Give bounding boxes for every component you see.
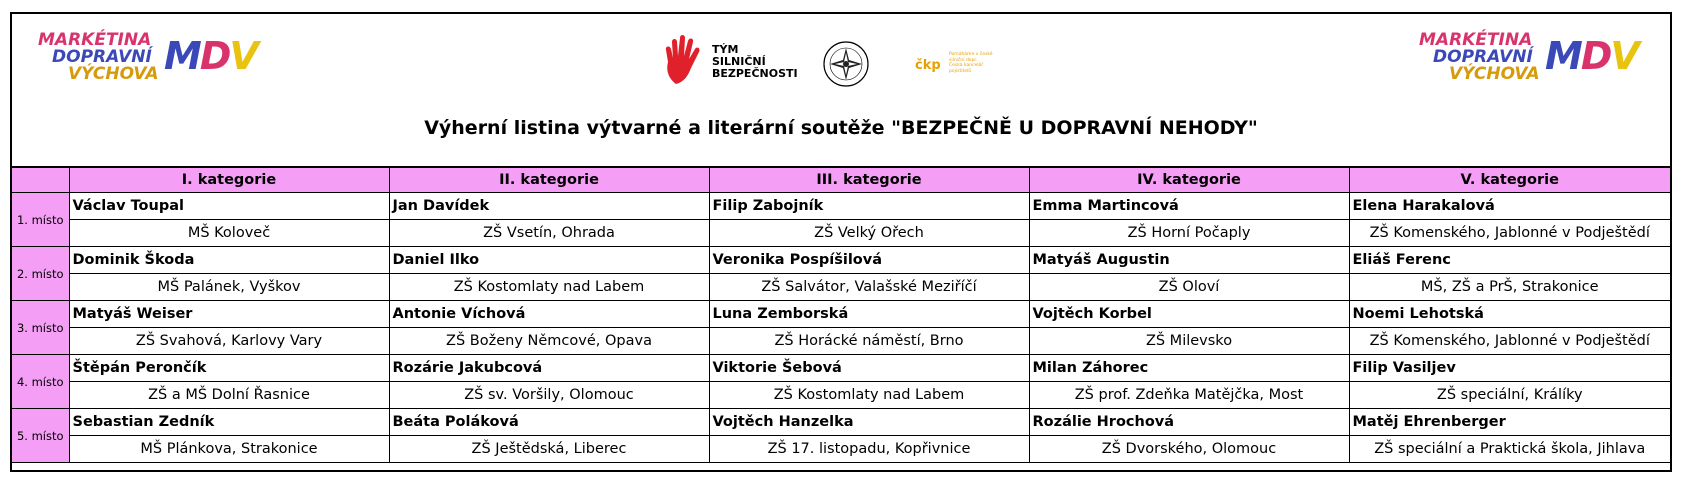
ckp-small-line: silniční dopr. <box>949 57 978 63</box>
table-row-schools <box>12 436 1670 463</box>
winner-name: Matěj Ehrenberger <box>1349 409 1670 436</box>
winner-school: ZŠ Komenského, Jablonné v Podještědí <box>1349 328 1670 355</box>
winner-name: Eliáš Ferenc <box>1349 247 1670 274</box>
winner-name: Milan Záhorec <box>1029 355 1349 382</box>
winner-school: ZŠ Vsetín, Ohrada <box>389 220 709 247</box>
winner-school: MŠ, ZŠ a PrŠ, Strakonice <box>1349 274 1670 301</box>
place-label: 4. místo <box>12 355 69 409</box>
header-category-1: I. kategorie <box>69 167 389 193</box>
winner-school: ZŠ Kostomlaty nad Labem <box>389 274 709 301</box>
table-corner-cell <box>12 167 69 193</box>
table-row-schools <box>12 220 1670 247</box>
place-label: 3. místo <box>12 301 69 355</box>
winner-name: Filip Vasiljev <box>1349 355 1670 382</box>
winner-school: ZŠ Oloví <box>1029 274 1349 301</box>
winner-name: Vojtěch Hanzelka <box>709 409 1029 436</box>
ckp-main-text: čkp <box>915 58 941 73</box>
table-row-names <box>12 301 1670 328</box>
winner-school: ZŠ Salvátor, Valašské Meziříčí <box>709 274 1029 301</box>
winner-school: MŠ Plánkova, Strakonice <box>69 436 389 463</box>
winner-school: ZŠ Dvorského, Olomouc <box>1029 436 1349 463</box>
table-header-row <box>12 167 1670 193</box>
tym-line1: TÝM <box>712 43 739 56</box>
winner-school: ZŠ speciální, Králíky <box>1349 382 1670 409</box>
winner-name: Štěpán Perončík <box>69 355 389 382</box>
results-sheet <box>10 12 1672 472</box>
winner-name: Viktorie Šebová <box>709 355 1029 382</box>
ckp-small-line: Česká kancelář <box>949 63 984 68</box>
mdv-logo-left <box>38 32 263 92</box>
place-label: 5. místo <box>12 409 69 463</box>
mdv-monogram: MDV <box>164 34 257 78</box>
place-label: 1. místo <box>12 193 69 247</box>
winner-name: Filip Zabojník <box>709 193 1029 220</box>
header-category-5: V. kategorie <box>1349 167 1670 193</box>
winner-name: Noemi Lehotská <box>1349 301 1670 328</box>
header-category-2: II. kategorie <box>389 167 709 193</box>
ckp-small-line: pojistitelů <box>949 68 972 74</box>
results-table <box>12 166 1670 463</box>
mdv-logo-right <box>1419 32 1644 92</box>
table-row-schools <box>12 274 1670 301</box>
winner-school: ZŠ Komenského, Jablonné v Podještědí <box>1349 220 1670 247</box>
table-row-names <box>12 355 1670 382</box>
winner-school: ZŠ speciální a Praktická škola, Jihlava <box>1349 436 1670 463</box>
winner-name: Sebastian Zedník <box>69 409 389 436</box>
winner-name: Daniel Ilko <box>389 247 709 274</box>
winner-name: Beáta Poláková <box>389 409 709 436</box>
winner-name: Antonie Víchová <box>389 301 709 328</box>
mdv-line3: VÝCHOVA <box>1449 64 1540 84</box>
winner-school: ZŠ Kostomlaty nad Labem <box>709 382 1029 409</box>
table-row-schools <box>12 328 1670 355</box>
winner-name: Emma Martincová <box>1029 193 1349 220</box>
police-star-emblem-icon <box>822 40 870 88</box>
winner-school: MŠ Koloveč <box>69 220 389 247</box>
ckp-logo <box>915 48 1005 78</box>
table-row-schools <box>12 382 1670 409</box>
winner-name: Luna Zemborská <box>709 301 1029 328</box>
table-row-names <box>12 409 1670 436</box>
winner-school: ZŠ Horácké náměstí, Brno <box>709 328 1029 355</box>
winner-name: Dominik Škoda <box>69 247 389 274</box>
results-body <box>12 193 1670 463</box>
winner-name: Rozálie Hrochová <box>1029 409 1349 436</box>
table-row-names <box>12 193 1670 220</box>
tym-line2: SILNIČNÍ <box>712 55 766 68</box>
header-category-3: III. kategorie <box>709 167 1029 193</box>
winner-school: ZŠ Velký Ořech <box>709 220 1029 247</box>
winner-school: ZŠ a MŠ Dolní Řasnice <box>69 382 389 409</box>
winner-name: Matyáš Augustin <box>1029 247 1349 274</box>
tym-silnicni-bezpecnosti-logo <box>662 34 798 90</box>
mdv-line2: DOPRAVNÍ <box>52 47 152 67</box>
winner-school: ZŠ Svahová, Karlovy Vary <box>69 328 389 355</box>
winner-name: Jan Davídek <box>389 193 709 220</box>
winner-school: ZŠ sv. Voršily, Olomouc <box>389 382 709 409</box>
mdv-monogram: MDV <box>1545 34 1638 78</box>
winner-school: ZŠ Boženy Němcové, Opava <box>389 328 709 355</box>
winner-school: ZŠ 17. listopadu, Kopřivnice <box>709 436 1029 463</box>
red-hand-icon <box>662 34 710 86</box>
mdv-line2: DOPRAVNÍ <box>1433 47 1533 67</box>
winner-name: Veronika Pospíšilová <box>709 247 1029 274</box>
place-label: 2. místo <box>12 247 69 301</box>
winner-school: MŠ Palánek, Vyškov <box>69 274 389 301</box>
header-category-4: IV. kategorie <box>1029 167 1349 193</box>
winner-school: ZŠ Milevsko <box>1029 328 1349 355</box>
mdv-line1: MARKÉTINA <box>1419 30 1533 50</box>
winner-name: Vojtěch Korbel <box>1029 301 1349 328</box>
mdv-line1: MARKÉTINA <box>38 30 152 50</box>
winner-name: Elena Harakalová <box>1349 193 1670 220</box>
mdv-line3: VÝCHOVA <box>68 64 159 84</box>
winner-school: ZŠ prof. Zdeňka Matějčka, Most <box>1029 382 1349 409</box>
winner-name: Václav Toupal <box>69 193 389 220</box>
table-row-names <box>12 247 1670 274</box>
tym-line3: BEZPEČNOSTI <box>712 67 798 80</box>
ckp-small-line: Pomáháme v české <box>949 52 993 57</box>
winner-name: Rozárie Jakubcová <box>389 355 709 382</box>
page-title: Výherní listina výtvarné a literární soutěže "BEZPEČNĚ U DOPRAVNÍ NEHODY" <box>424 117 1258 139</box>
winner-school: ZŠ Ještědská, Liberec <box>389 436 709 463</box>
winner-school: ZŠ Horní Počaply <box>1029 220 1349 247</box>
winner-name: Matyáš Weiser <box>69 301 389 328</box>
